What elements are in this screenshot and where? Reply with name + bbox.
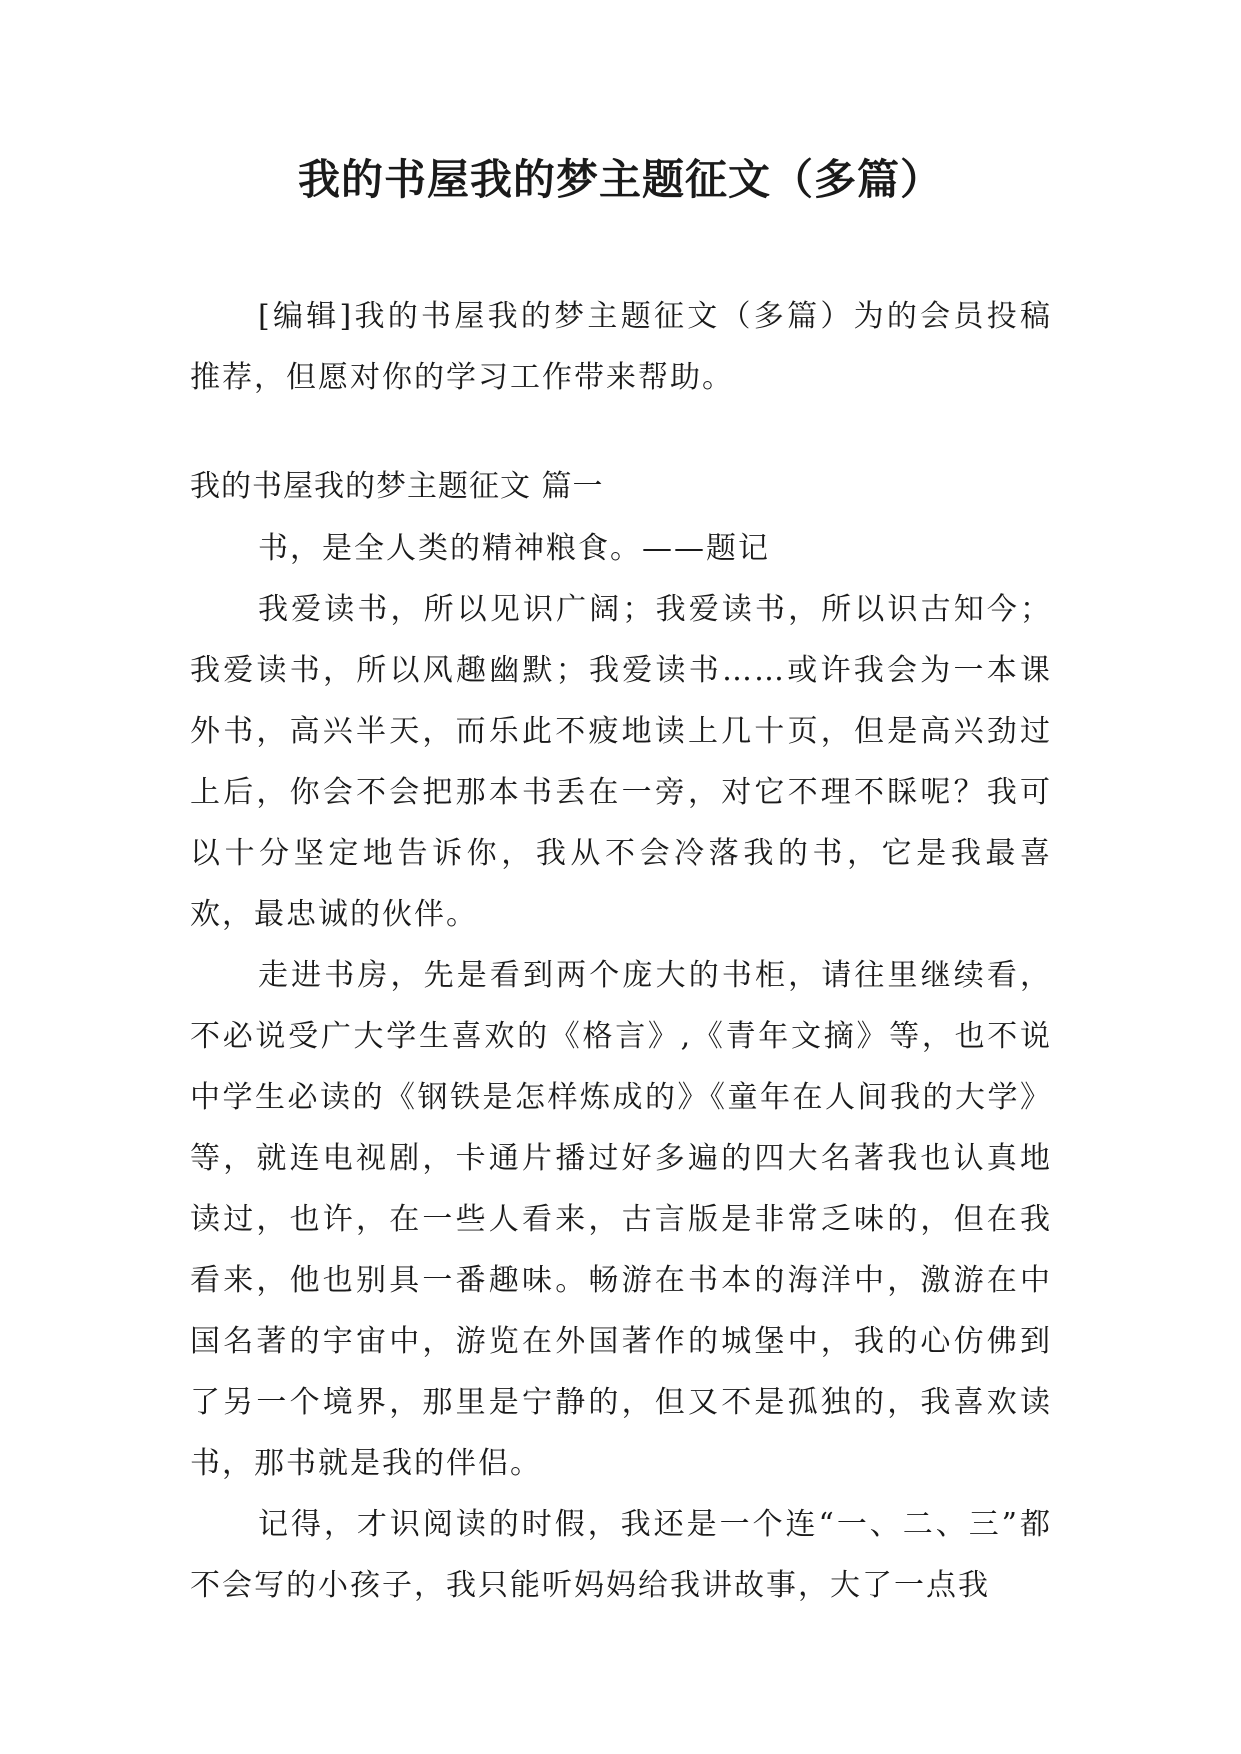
body-paragraph: 我爱读书，所以见识广阔；我爱读书，所以识古知今；我爱读书，所以风趣幽默；我爱读书……或许我会为一本课外书，高兴半天，而乐此不疲地读上几十页，但是高兴劲过上后，你会不会把那本书丢在一旁，对它不理不睬呢？我可以十分坚定地告诉你，我从不会冷落我的书，它是我最喜欢，最忠诚的伙伴。 xyxy=(190,592,1052,932)
section-heading: 我的书屋我的梦主题征文 篇一 xyxy=(190,469,604,504)
article-body xyxy=(190,518,1052,1616)
document-title: 我的书屋我的梦主题征文（多篇） xyxy=(297,155,943,204)
body-paragraph: 记得，才识阅读的时假，我还是一个连“一、二、三”都不会写的小孩子，我只能听妈妈给我讲故事，大了一点我 xyxy=(190,1507,1052,1603)
body-paragraph: 走进书房，先是看到两个庞大的书柜，请往里继续看，不必说受广大学生喜欢的《格言》,《青年文摘》等，也不说中学生必读的《钢铁是怎样炼成的》《童年在人间我的大学》等，就连电视剧，卡通片播过好多遍的四大名著我也认真地读过，也许，在一些人看来，古言版是非常乏味的，但在我看来，他也别具一番趣味。畅游在书本的海洋中，激游在中国名著的宇宙中，游览在外国著作的城堡中，我的心仿佛到了另一个境界，那里是宁静的，但又不是孤独的，我喜欢读书，那书就是我的伴侣。 xyxy=(190,958,1052,1481)
epigraph-paragraph: 书，是全人类的精神粮食。——题记 xyxy=(258,531,770,566)
intro-paragraph: [编辑]我的书屋我的梦主题征文（多篇）为的会员投稿推荐，但愿对你的学习工作带来帮助。 xyxy=(190,299,1052,395)
